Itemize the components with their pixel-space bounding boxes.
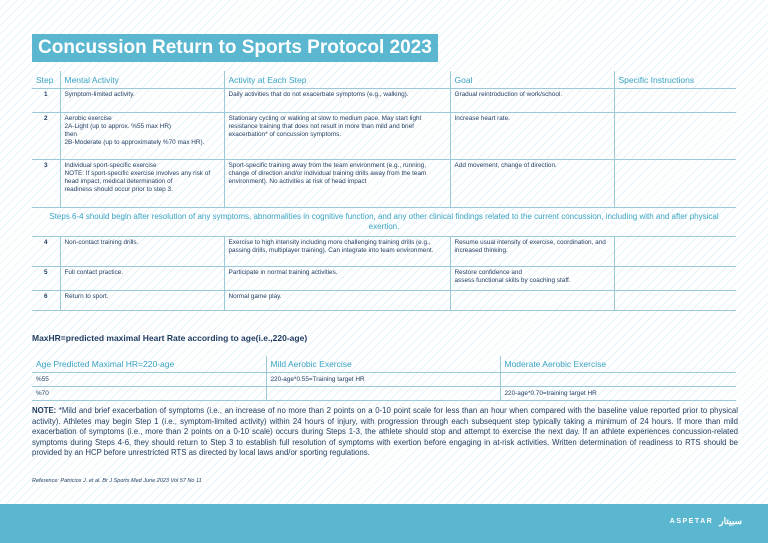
note-body: *Mild and brief exacerbation of symptoms (i.e., an increase of no more than 2 points on a 0-10 point scale for less than an hour when compared with the baseline value reported prior to physical activity). Athletes may begin Step 1 (i.e., symptom-limited activity) within 24 hours of injury, with progression through each subsequent step typically taking a minimum of 24 hours. If more than mild exacerbation of symptoms (i.e., more than 2 points on a 0-10 scale) occurs during Steps 1-3, the athlete should stop and attempt to exercise the next day. If an athlete experiences concussion-related symptoms during Steps 4-6, they should return to Step 3 to establish full resolution of symptoms with exertion before engaging in at-risk activities. Written determination of readiness to RTS should be provided by an HCP before unrestricted RTS as directed by local laws and/or sporting regulations. bbox=[32, 406, 738, 457]
table-row bbox=[32, 237, 736, 267]
page-title: Concussion Return to Sports Protocol 2023 bbox=[32, 34, 438, 62]
table-row bbox=[32, 387, 736, 401]
goal-cell bbox=[450, 291, 614, 311]
protocol-table bbox=[32, 71, 736, 311]
instructions-cell bbox=[614, 267, 736, 291]
table-note: Steps 6-4 should begin after resolution of any symptoms, abnormalities in cognitive function, and any other clinical findings related to the current concussion, including with and after physical exertion. bbox=[32, 208, 736, 237]
hr-percent-cell: %70 bbox=[32, 387, 266, 401]
header-mental-activity: Mental Activity bbox=[60, 71, 224, 89]
instructions-cell bbox=[614, 291, 736, 311]
note-label: NOTE: bbox=[32, 406, 57, 415]
instructions-cell bbox=[614, 89, 736, 113]
step-number: 1 bbox=[32, 89, 60, 113]
logo-latin-text: ASPETAR bbox=[669, 518, 714, 525]
mild-cell: 220-age*0.55=Training target HR bbox=[266, 373, 500, 387]
activity-cell: Participate in normal training activities. bbox=[224, 267, 450, 291]
mental-activity-cell: Symptom-limited activity. bbox=[60, 89, 224, 113]
mental-activity-cell: Return to sport. bbox=[60, 291, 224, 311]
moderate-cell: 220-age*0.70=training target HR bbox=[500, 387, 736, 401]
step-number: 5 bbox=[32, 267, 60, 291]
heart-rate-table bbox=[32, 356, 736, 401]
goal-cell: Resume usual intensity of exercise, coordination, and increased thinking. bbox=[450, 237, 614, 267]
hr-percent-cell: %55 bbox=[32, 373, 266, 387]
note-paragraph bbox=[32, 406, 738, 459]
table-row bbox=[32, 160, 736, 208]
header-mild-aerobic: Mild Aerobic Exercise bbox=[266, 356, 500, 373]
table-row bbox=[32, 267, 736, 291]
goal-cell: Add movement, change of direction. bbox=[450, 160, 614, 208]
footer-bar bbox=[0, 504, 768, 543]
header-goal: Goal bbox=[450, 71, 614, 89]
activity-cell: Sport-specific training away from the team environment (e.g., running, change of direction and/or individual training drills away from the team environment). No activities at risk of head impact bbox=[224, 160, 450, 208]
step-number: 4 bbox=[32, 237, 60, 267]
activity-cell: Normal game play. bbox=[224, 291, 450, 311]
header-specific-instructions: Specific Instructions bbox=[614, 71, 736, 89]
aspetar-logo bbox=[670, 516, 742, 527]
step-number: 2 bbox=[32, 113, 60, 160]
hr-header-row bbox=[32, 356, 736, 373]
instructions-cell bbox=[614, 160, 736, 208]
header-step: Step bbox=[32, 71, 60, 89]
logo-arabic-text: سبيتار bbox=[719, 516, 742, 526]
table-note-row bbox=[32, 208, 736, 237]
goal-cell: Increase heart rate. bbox=[450, 113, 614, 160]
table-row bbox=[32, 373, 736, 387]
goal-cell: Restore confidence and assess functional skills by coaching staff. bbox=[450, 267, 614, 291]
mild-cell bbox=[266, 387, 500, 401]
moderate-cell bbox=[500, 373, 736, 387]
protocol-header-row bbox=[32, 71, 736, 89]
maxhr-definition: MaxHR=predicted maximal Heart Rate according to age(i.e.,220-age) bbox=[32, 333, 308, 343]
activity-cell: Daily activities that do not exacerbate symptoms (e.g., walking). bbox=[224, 89, 450, 113]
table-row bbox=[32, 113, 736, 160]
table-row bbox=[32, 89, 736, 113]
mental-activity-cell: Individual sport-specific exercise NOTE: If sport-specific exercise involves any risk of head impact, medical determination of readiness should occur prior to step 3. bbox=[60, 160, 224, 208]
mental-activity-cell: Full contact practice. bbox=[60, 267, 224, 291]
activity-cell: Stationary cycling or walking at slow to medium pace. May start light resistance training that does not result in more than mild and brief exacerbation* of concussion symptoms. bbox=[224, 113, 450, 160]
header-age-predicted-hr: Age Predicted Maximal HR=220-age bbox=[32, 356, 266, 373]
instructions-cell bbox=[614, 113, 736, 160]
mental-activity-cell: Aerobic exercise 2A-Light (up to approx. %55 max HR) then 2B-Moderate (up to approximately %70 max HR). bbox=[60, 113, 224, 160]
reference-citation: Reference: Patricios J. et al. Br J Sports Med June 2023 Vol 57 No 11 bbox=[32, 478, 202, 484]
header-moderate-aerobic: Moderate Aerobic Exercise bbox=[500, 356, 736, 373]
step-number: 6 bbox=[32, 291, 60, 311]
activity-cell: Exercise to high intensity including more challenging training drills (e.g., passing drills, multiplayer training). Can integrate into team environment. bbox=[224, 237, 450, 267]
instructions-cell bbox=[614, 237, 736, 267]
table-row bbox=[32, 291, 736, 311]
mental-activity-cell: Non-contact training drills. bbox=[60, 237, 224, 267]
step-number: 3 bbox=[32, 160, 60, 208]
goal-cell: Gradual reintroduction of work/school. bbox=[450, 89, 614, 113]
header-activity-each-step: Activity at Each Step bbox=[224, 71, 450, 89]
